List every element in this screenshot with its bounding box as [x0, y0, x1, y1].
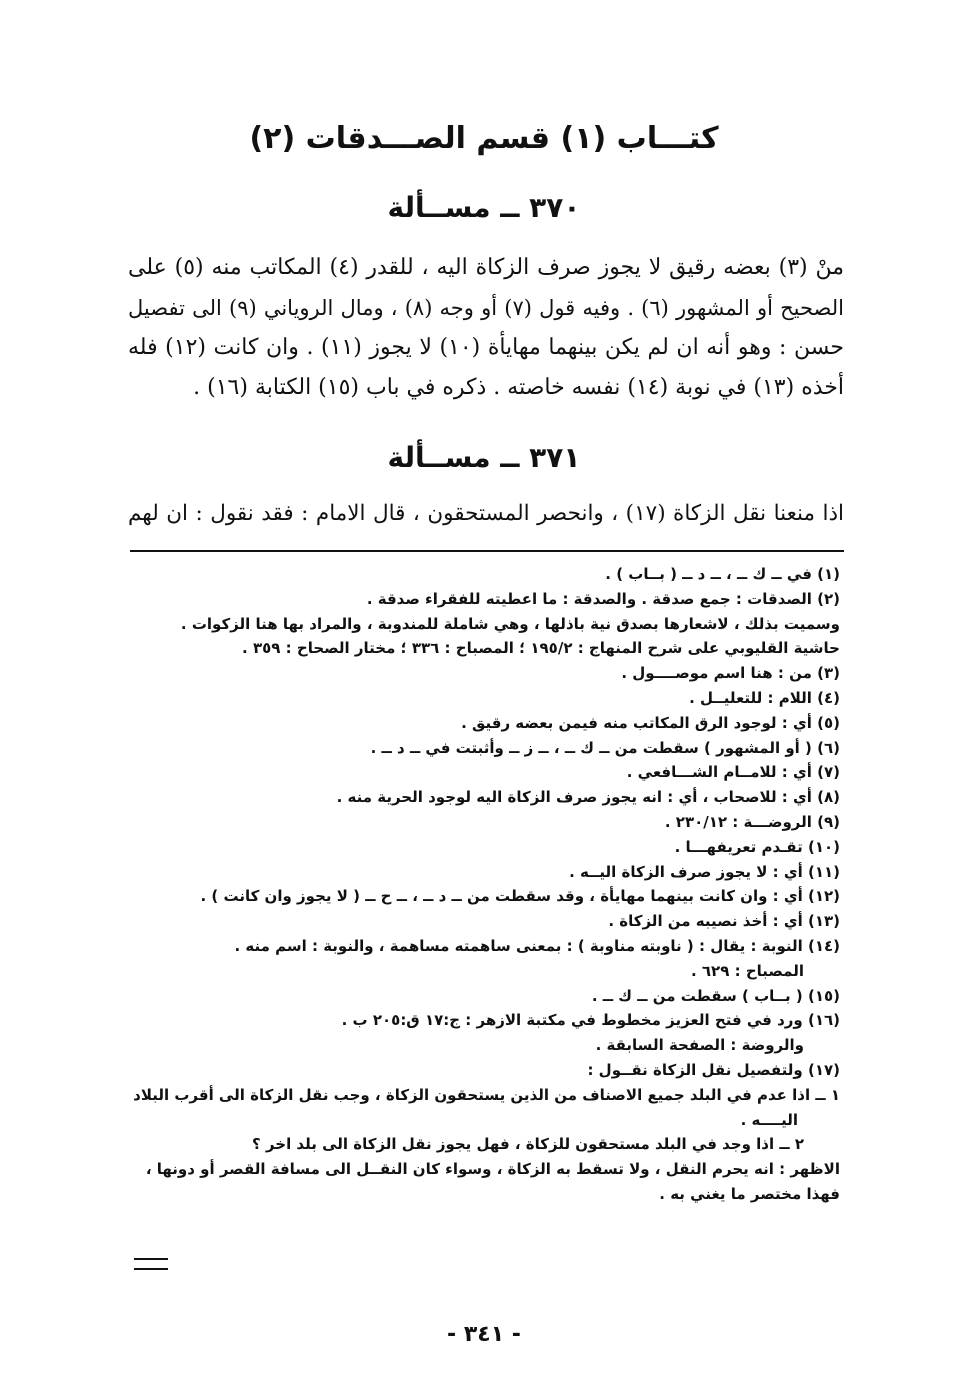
footnote-continuation: حاشية القليوبي على شرح المنهاج : ١٩٥/٢ ؛ المصباح : ٣٣٦ ؛ مختار الصحاح : ٣٥٩ . [242, 639, 840, 658]
footnote: (١٧) ولتفصيل نقل الزكاة نقــول : [587, 1060, 840, 1079]
footnote: (٤) اللام : للتعليــل . [689, 688, 840, 707]
body-line: أخذه (١٣) في نوبة (١٤) نفسه خاصته . ذكره في باب (١٥) الكتابة (١٦) . [193, 375, 844, 400]
footnote: (١٢) أي : وان كانت بينهما مهايأة ، وقد سقطت من ــ د ــ ، ــ ح ــ ( لا يجوز وان كانت ) . [200, 887, 840, 906]
body-line: اذا منعنا نقل الزكاة (١٧) ، وانحصر المستحقون ، قال الامام : فقد نقول : ان لهم [128, 501, 844, 526]
footnote: (٦) ( أو المشهور ) سقطت من ــ ك ــ ، ــ ز ــ وأثبتت في ــ د ــ . [370, 738, 840, 757]
footnote-continuation: فهذا مختصر ما يغني به . [659, 1184, 840, 1203]
body-line: الصحيح أو المشهور (٦) . وفيه قول (٧) أو وجه (٨) ، ومال الروياني (٩) الى تفصيل [128, 296, 844, 320]
footnote-continuation: وسميت بذلك ، لاشعارها بصدق نية باذلها ، وهي شاملة للمندوبة ، والمراد بها هنا الزكوات . [180, 614, 840, 633]
end-of-notes-mark [134, 1258, 168, 1270]
footnote: (١٣) أي : أخذ نصيبه من الزكاة . [608, 912, 840, 931]
footnote-list-item: ١ ــ اذا عدم في البلد جميع الاصناف من الذين يستحقون الزكاة ، وجب نقل الزكاة الى أقرب البلاد [133, 1085, 840, 1104]
footnote: (٢) الصدقات : جمع صدقة . والصدقة : ما اعطيته للفقراء صدقة . [366, 589, 840, 608]
footnote: (١) في ــ ك ــ ، ــ د ــ ( بــاب ) . [605, 565, 840, 583]
page-number: - ٣٤١ - [447, 1322, 521, 1347]
footnote: (٩) الروضـــة : ٢٣٠/١٢ . [664, 812, 840, 831]
body-line: منْ (٣) بعضه رقيق لا يجوز صرف الزكاة اليه ، للقدر (٤) المكاتب منه (٥) على [128, 255, 845, 280]
footnote: (٣) من : هنا اسم موصــــول . [621, 664, 840, 683]
footnote-list-item: ٢ ــ اذا وجد في البلد مستحقون للزكاة ، فهل يجوز نقل الزكاة الى بلد اخر ؟ [252, 1135, 804, 1154]
section-heading-371: ٣٧١ ــ مســألة [387, 441, 581, 474]
footnote: (١٦) ورد في فتح العزيز مخطوط في مكتبة الازهر : ج:١٧ ق:٢٠٥ ب . [341, 1011, 840, 1030]
footnotes [128, 562, 840, 1207]
footnote: (٧) أي : للامــام الشـــافعي . [626, 763, 840, 782]
footnote: (٥) أي : لوجود الرق المكاتب منه فيمن بعضه رقيق . [461, 713, 840, 732]
footnote-continuation: والروضة : الصفحة السابقة . [595, 1036, 804, 1055]
body-line: حسن : وهو أنه ان لم يكن بينهما مهايأة (١٠) لا يجوز (١١) . وان كانت (١٢) فله [128, 335, 844, 360]
chapter-title: كتـــاب (١) قسم الصـــدقات (٢) [249, 121, 719, 156]
footnote: (١١) أي : لا يجوز صرف الزكاة اليــه . [569, 862, 840, 881]
footnote: (١٤) النوبة : يقال : ( ناوبته مناوبة ) : بمعنى ساهمته مساهمة ، والنوبة : اسم منه . [234, 936, 840, 955]
section-heading-370: ٣٧٠ ــ مســألة [387, 191, 581, 224]
footnote: (١٠) تقـدم تعريفهـــا . [674, 837, 840, 856]
footnote: (١٥) ( بــاب ) سقطت من ــ ك ــ . [591, 986, 840, 1005]
footnote-continuation: المصباح : ٦٢٩ . [690, 961, 804, 980]
footnote-continuation: اليــــه . [740, 1110, 798, 1129]
footnote-continuation: الاظهر : انه يحرم النقل ، ولا تسقط به الزكاة ، وسواء كان النقــل الى مسافة القصر أو دونها ، [145, 1160, 840, 1179]
footnote-separator [130, 550, 844, 552]
footnote: (٨) أي : للاصحاب ، أي : انه يجوز صرف الزكاة اليه لوجود الحرية منه . [336, 788, 840, 807]
